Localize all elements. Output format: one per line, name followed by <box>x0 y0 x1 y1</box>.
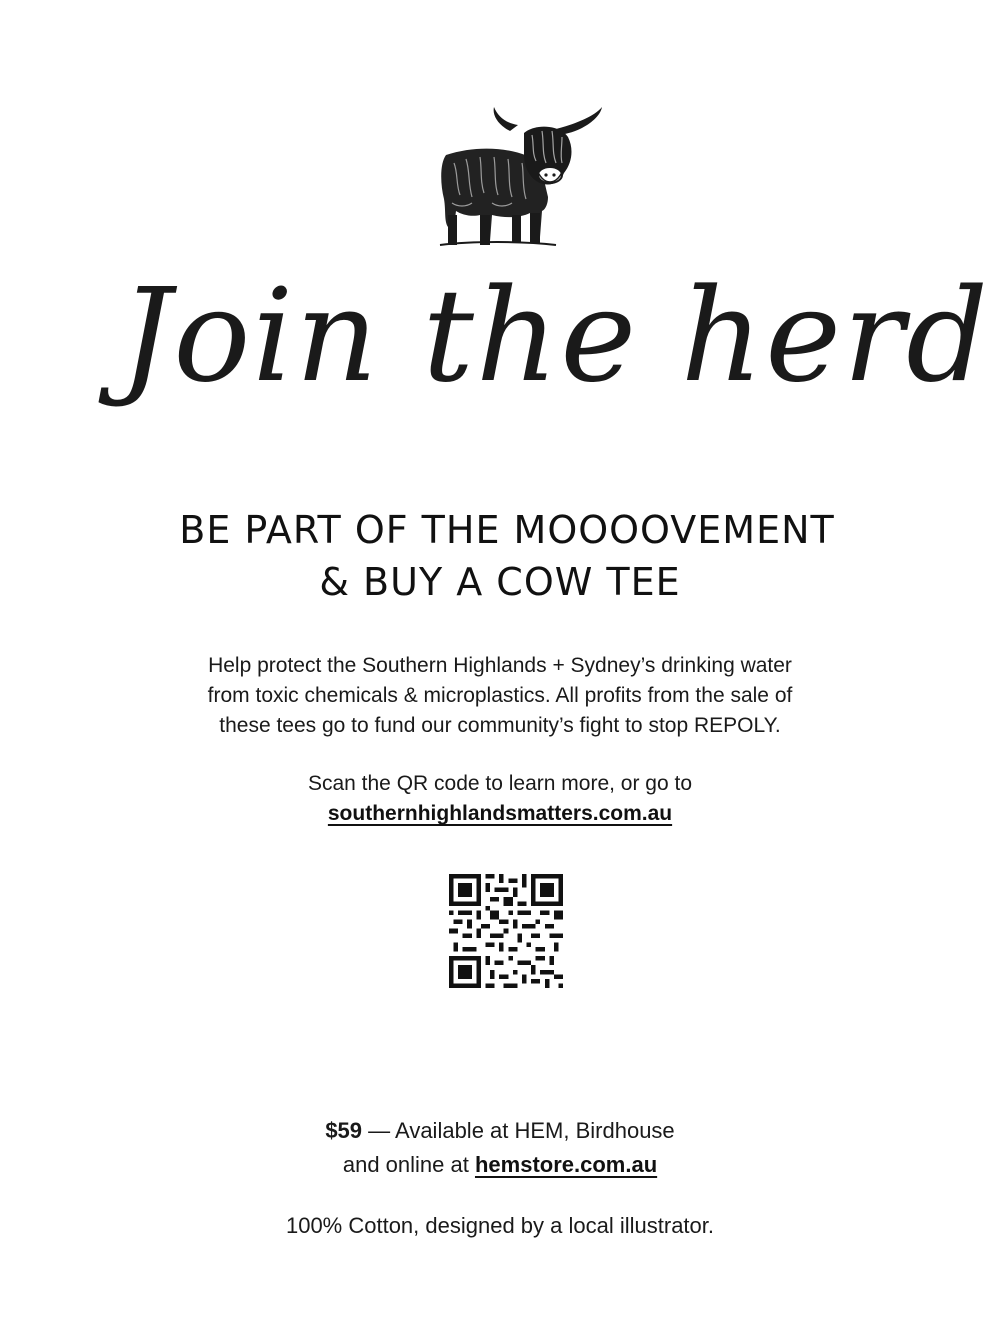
highland-cow-icon <box>432 103 608 251</box>
scan-text: Scan the QR code to learn more, or go to <box>307 772 693 795</box>
price: $59 <box>325 1118 363 1143</box>
cotton-note: 100% Cotton, designed by a local illustrator. <box>285 1213 715 1238</box>
description-paragraph <box>150 651 850 741</box>
availability-block <box>150 1114 850 1182</box>
script-title: Join the herd <box>120 262 991 411</box>
scan-paragraph <box>150 769 850 829</box>
qr-code-icon[interactable] <box>449 874 563 988</box>
description-line: from toxic chemicals & microplastics. All profits from the sale of <box>207 684 793 707</box>
description-line: Help protect the Southern Highlands + Sydney’s drinking water <box>208 654 792 677</box>
description-line: these tees go to fund our community’s fight to stop REPOLY. <box>219 714 781 737</box>
store-link[interactable]: hemstore.com.au <box>474 1152 658 1177</box>
availability-text: — Available at HEM, Birdhouse <box>362 1118 675 1143</box>
website-link[interactable]: southernhighlandsmatters.com.au <box>327 802 673 825</box>
headline-line-2: & BUY A COW TEE <box>319 560 681 604</box>
headline-line-1: BE PART OF THE MOOOOVEMENT <box>179 508 835 552</box>
online-text: and online at <box>342 1152 475 1177</box>
